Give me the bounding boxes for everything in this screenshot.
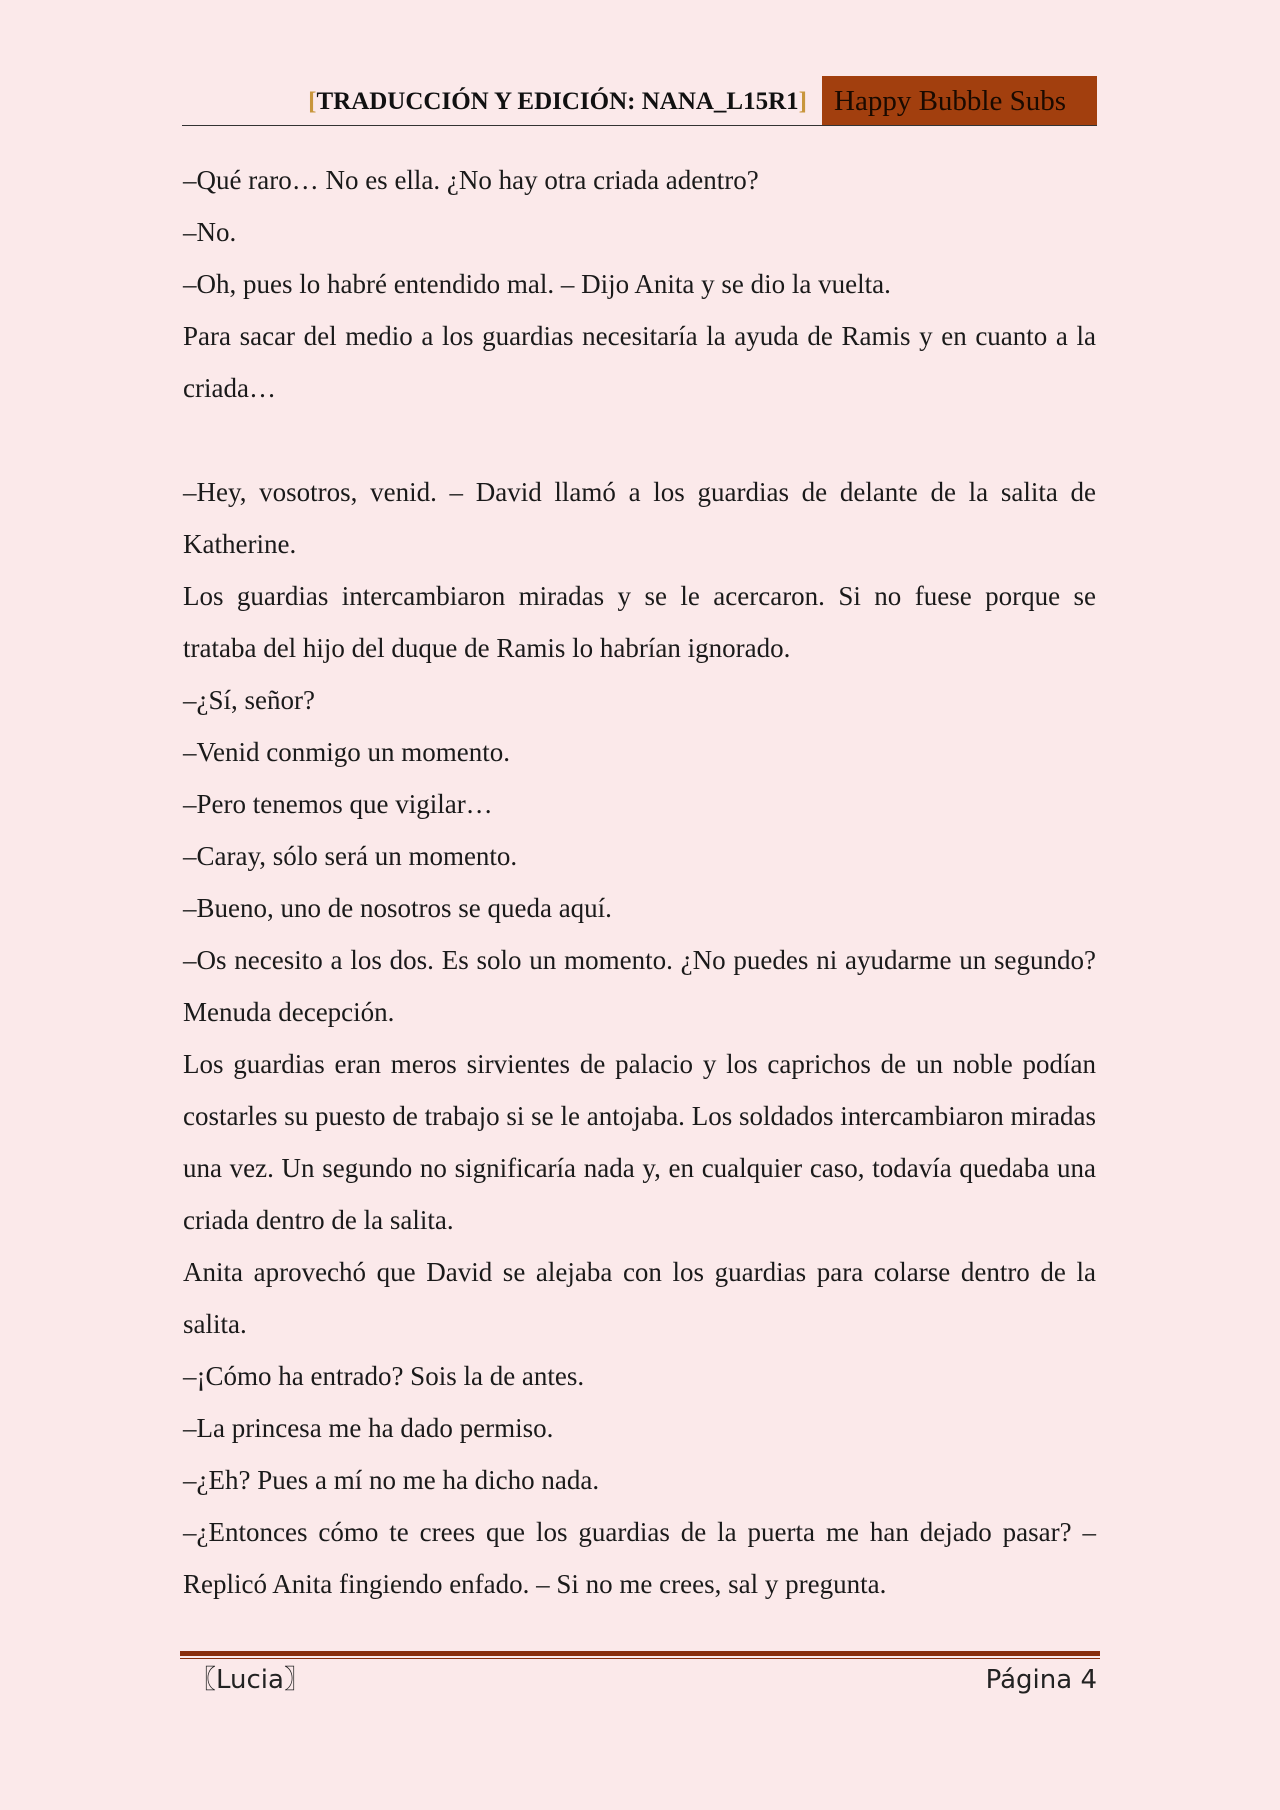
paragraph: –Hey, vosotros, venid. – David llamó a los guardias de delante de la salita de Katherine. bbox=[183, 477, 1096, 559]
paragraph: –Caray, sólo será un momento. bbox=[183, 841, 518, 871]
credit-text: TRADUCCIÓN Y EDICIÓN: NANA_L15R1 bbox=[316, 88, 799, 115]
paragraph: –¿Entonces cómo te crees que los guardias de la puerta me han dejado pasar? – Replicó Anita fingiendo enfado. – Si no me crees, sal y pregunta. bbox=[183, 1517, 1096, 1599]
paragraph: –Os necesito a los dos. Es solo un momento. ¿No puedes ni ayudarme un segundo? Menuda decepción. bbox=[183, 945, 1096, 1027]
paragraph: Para sacar del medio a los guardias necesitaría la ayuda de Ramis y en cuanto a la criada… bbox=[183, 321, 1096, 403]
translation-credit bbox=[308, 88, 807, 116]
paragraph: –Pero tenemos que vigilar… bbox=[183, 789, 493, 819]
paragraph: –Qué raro… No es ella. ¿No hay otra criada adentro? bbox=[183, 165, 759, 195]
blank-line bbox=[183, 414, 1096, 466]
paragraph: Los guardias eran meros sirvientes de palacio y los caprichos de un noble podían costarles su puesto de trabajo si se le antojaba. Los soldados intercambiaron miradas una vez. Un segundo no significaría nada y, en cualquier caso, todavía quedaba una criada dentro de la salita. bbox=[183, 1049, 1096, 1235]
page-number: Página 4 bbox=[985, 1665, 1097, 1695]
paragraph: –¿Sí, señor? bbox=[183, 685, 315, 715]
paragraph: –¿Eh? Pues a mí no me ha dicho nada. bbox=[183, 1465, 600, 1495]
page-body bbox=[183, 154, 1096, 1610]
paragraph: –Oh, pues lo habré entendido mal. – Dijo Anita y se dio la vuelta. bbox=[183, 269, 891, 299]
credit-bracket-close: ] bbox=[798, 88, 807, 115]
footer-divider-thin bbox=[180, 1658, 1100, 1659]
paragraph: –La princesa me ha dado permiso. bbox=[183, 1413, 554, 1443]
paragraph: Anita aprovechó que David se alejaba con los guardias para colarse dentro de la salita. bbox=[183, 1257, 1096, 1339]
header-divider bbox=[182, 125, 1097, 126]
paragraph: –¡Cómo ha entrado? Sois la de antes. bbox=[183, 1361, 585, 1391]
paragraph: –Venid conmigo un momento. bbox=[183, 737, 510, 767]
book-title: 〖Lucia〗 bbox=[190, 1665, 310, 1695]
paragraph: –Bueno, uno de nosotros se queda aquí. bbox=[183, 893, 612, 923]
brand-label: Happy Bubble Subs bbox=[822, 76, 1097, 126]
paragraph: –No. bbox=[183, 217, 237, 247]
credit-bracket-open: [ bbox=[308, 88, 317, 115]
footer-divider-thick bbox=[180, 1651, 1100, 1656]
page-header bbox=[182, 76, 1097, 126]
paragraph: Los guardias intercambiaron miradas y se le acercaron. Si no fuese porque se trataba del hijo del duque de Ramis lo habrían ignorado. bbox=[183, 581, 1096, 663]
